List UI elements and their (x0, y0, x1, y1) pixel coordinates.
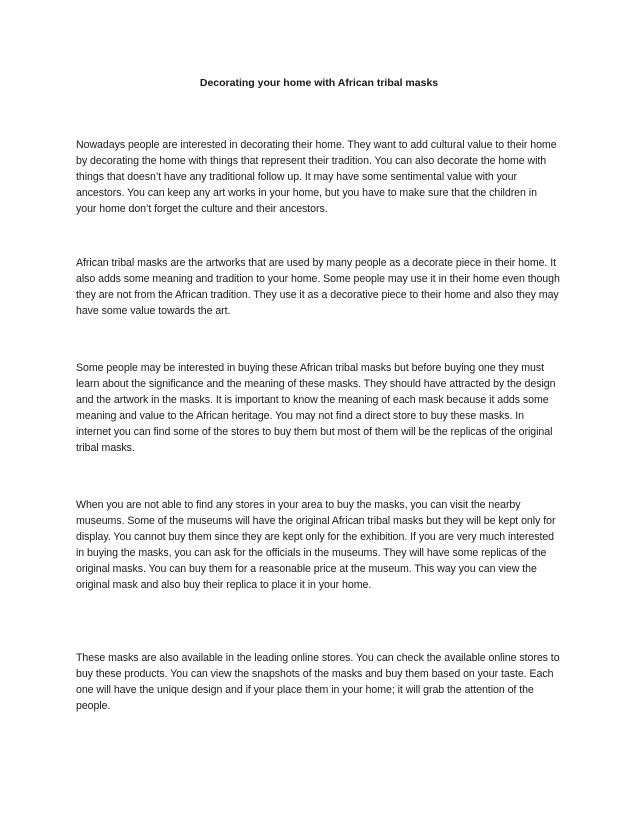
paragraph-4: When you are not able to find any stores in your area to buy the masks, you can visit the nearby museums. Some of the museums will have the original African tribal masks but they will be kept only for display. You cannot buy them since they are kept only for the exhibition. If you are very much interested in buying the masks, you can ask for the officials in the museums. They will have some replicas of the original masks. You can buy them for a reasonable price at the museum. This way you can view the original mask and also buy their replica to place it in your home. (76, 499, 556, 591)
paragraph-1: Nowadays people are interested in decorating their home. They want to add cultural value to their home by decorating the home with things that represent their tradition. You can also decorate the home with things that doesn’t have any traditional follow up. It may have some sentimental value with your ancestors. You can keep any art works in your home, but you have to make sure that the children in your home don’t forget the culture and their ancestors. (76, 139, 557, 215)
paragraph-5: These masks are also available in the leading online stores. You can check the available online stores to buy these products. You can view the snapshots of the masks and buy them based on your taste. Each one will have the unique design and if your place them in your home; it will grab the attention of the people. (76, 652, 560, 712)
paragraph-3: Some people may be interested in buying these African tribal masks but before buying one they must learn about the significance and the meaning of these masks. They should have attracted by the design and the artwork in the masks. It is important to know the meaning of each mask because it adds some meaning and value to the African heritage. You may not find a direct store to buy these masks. In internet you can find some of the stores to buy them but most of them will be the replicas of the original tribal masks. (76, 362, 556, 454)
paragraph-2: African tribal masks are the artworks that are used by many people as a decorate piece in their home. It also adds some meaning and tradition to your home. Some people may use it in their home even though they are not from the African tradition. They use it as a decorative piece to their home and also they may have some value towards the art. (76, 257, 560, 317)
document-title: Decorating your home with African tribal masks (199, 77, 439, 89)
